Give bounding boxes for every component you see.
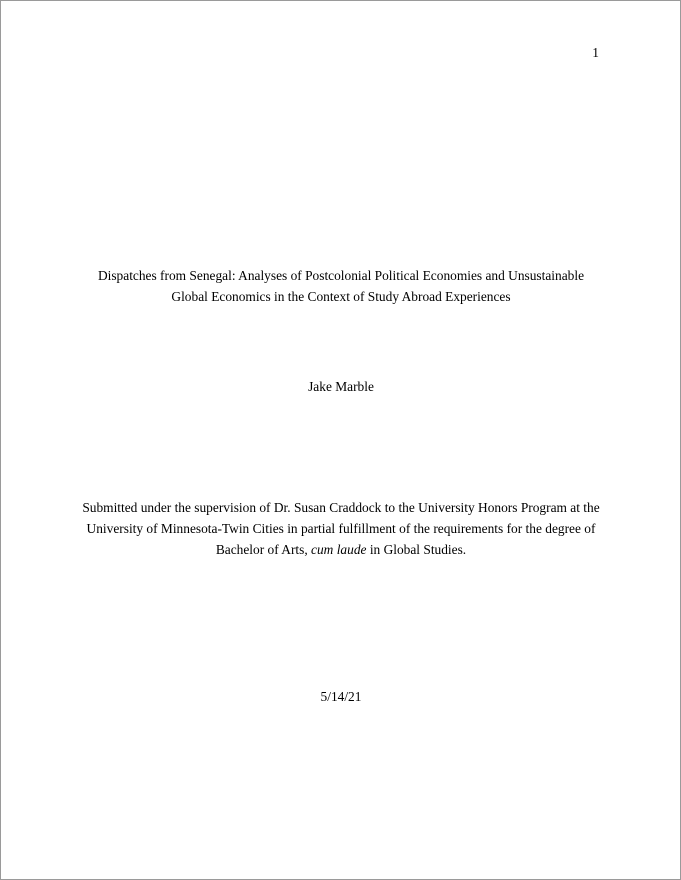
submission-line-1: Submitted under the supervision of Dr. Susan Craddock to the University Honors Program at the <box>82 500 600 515</box>
thesis-title-line-2: Global Economics in the Context of Study Abroad Experiences <box>171 289 511 304</box>
submission-date: 5/14/21 <box>320 689 362 704</box>
author-name: Jake Marble <box>308 379 374 394</box>
submission-line-3-prefix: Bachelor of Arts, <box>215 542 312 557</box>
thesis-title-line-1: Dispatches from Senegal: Analyses of Postcolonial Political Economies and Unsustainable <box>97 268 585 283</box>
thesis-title <box>61 265 621 307</box>
submission-statement <box>61 497 621 560</box>
submission-line-3-suffix: in Global Studies. <box>366 542 467 557</box>
page-number: 1 <box>592 45 599 60</box>
submission-line-2: University of Minnesota-Twin Cities in partial fulfillment of the requirements for the degree of <box>86 521 596 536</box>
honors-designation: cum laude <box>311 542 367 557</box>
submission-line-3 <box>61 539 621 560</box>
